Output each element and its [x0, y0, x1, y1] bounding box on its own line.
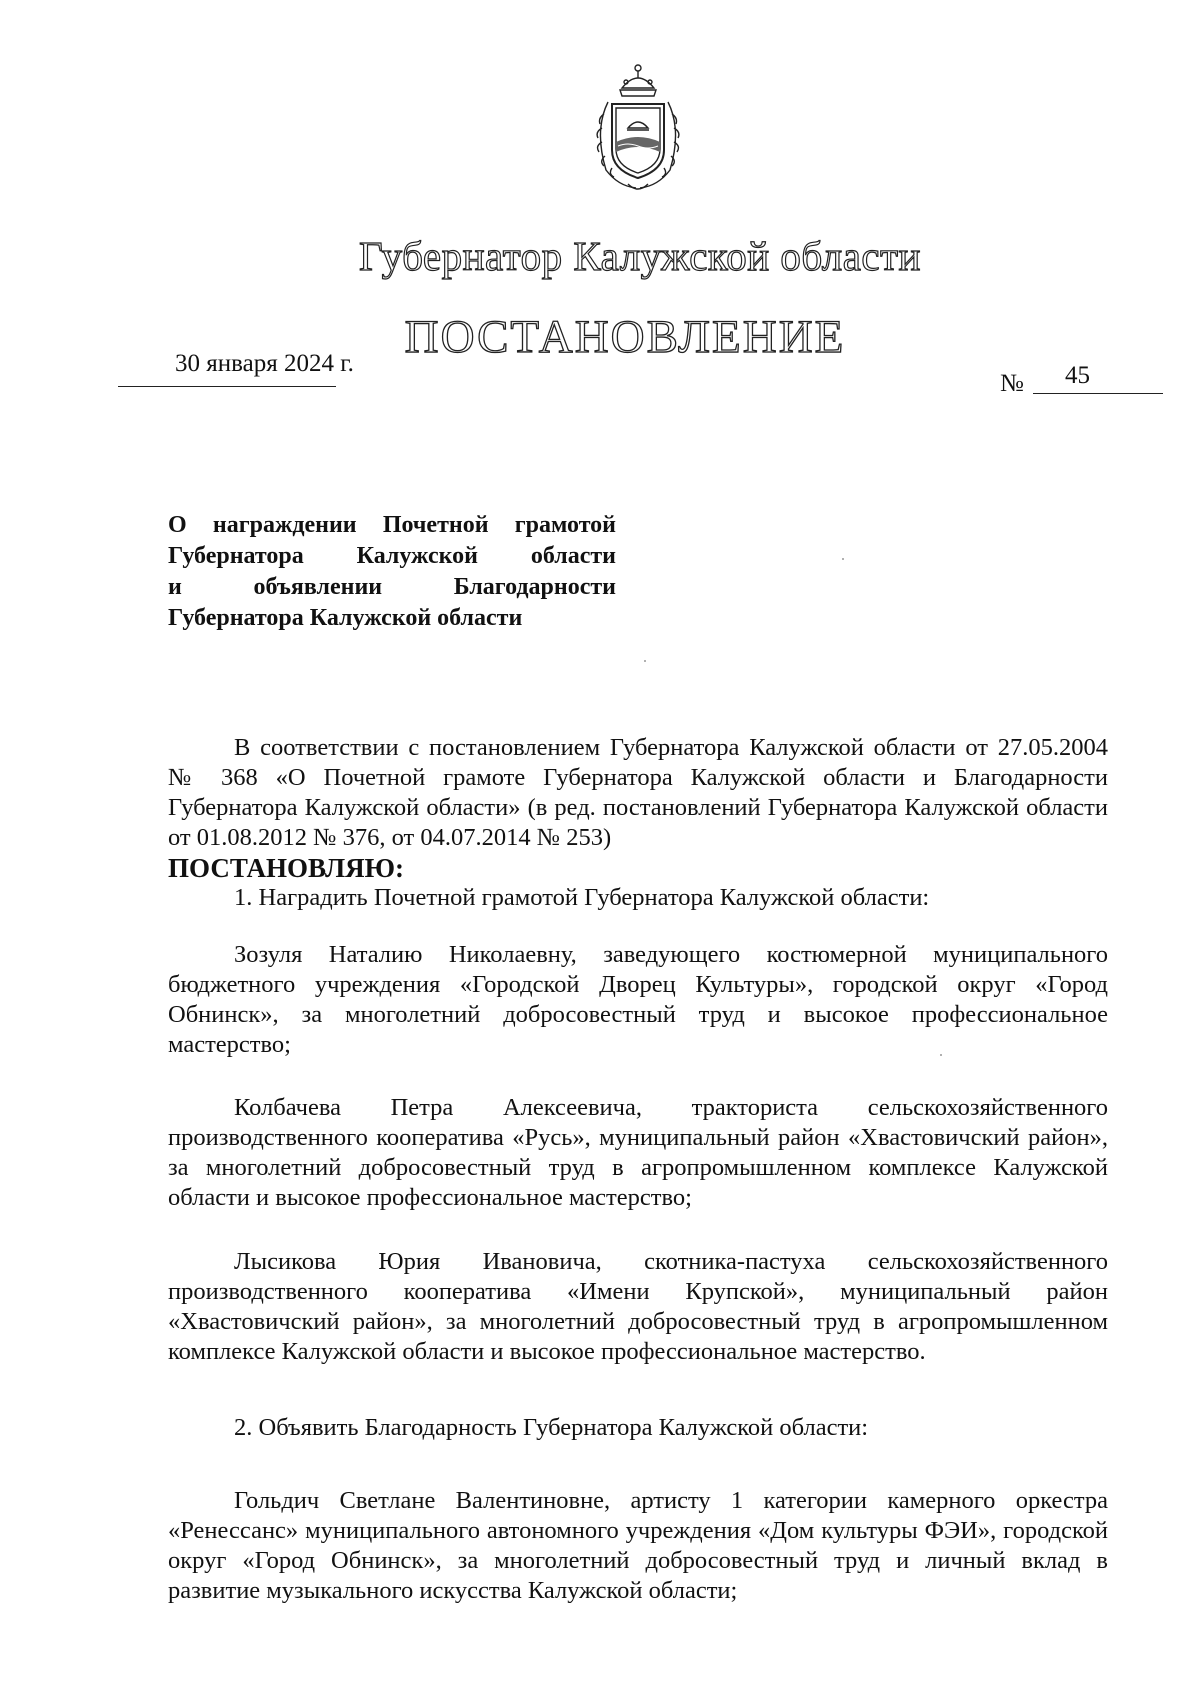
date-underline — [118, 386, 336, 387]
awardee-text: Зозуля Наталию Николаевну, заведующего костюмерной муниципального бюджетного учреждения «Городской Дворец Культуры», городской округ «Город Обнинск», за многолетний добросовестный труд и высокое профессиональное мастерство; — [168, 941, 1108, 1058]
number-label: № — [1000, 370, 1024, 397]
subject-line: Губернатора Калужской области — [168, 605, 523, 631]
thanks-text: Гольдич Светлане Валентиновне, артисту 1 категории камерного оркестра «Ренессанс» муниципального автономного учреждения «Дом культуры ФЭИ», городской округ «Город Обнинск», за многолетний добросовестный труд и личный вклад в развитие музыкального искусства Калужской области; — [168, 1487, 1108, 1604]
scan-speck — [842, 558, 844, 560]
scan-speck — [644, 660, 646, 662]
awardee-text: Лысикова Юрия Ивановича, скотника-пастуха сельскохозяйственного производственного кооператива «Имени Крупской», муниципальный район «Хвастовичский район», за многолетний добросовестный труд в агропромышленном комплексе Калужской области и высокое профессиональное мастерство. — [168, 1248, 1108, 1365]
authority-title: Губернатор Калужской области — [359, 233, 921, 279]
number-underline — [1033, 393, 1163, 394]
document-subject — [168, 510, 616, 634]
document-number: 45 — [1065, 362, 1090, 389]
thanks-paragraph-1 — [168, 1486, 1108, 1606]
awardee-text: Колбачева Петра Алексеевича, тракториста сельскохозяйственного производственного кооператива «Русь», муниципальный район «Хвастовичский район», за многолетний добросовестный труд в агропромышленном комплексе Калужской области и высокое профессиональное мастерство; — [168, 1094, 1108, 1211]
awardee-paragraph-2 — [168, 1093, 1108, 1213]
document-date: 30 января 2024 г. — [175, 350, 354, 377]
item2-heading: 2. Объявить Благодарность Губернатора Калужской области: — [234, 1414, 869, 1441]
item2-block — [168, 1413, 1108, 1443]
item1-heading: 1. Наградить Почетной грамотой Губернатора Калужской области: — [234, 884, 930, 911]
preamble-block — [168, 733, 1108, 913]
subject-line: Губернатора Калужской области — [168, 543, 616, 569]
awardee-paragraph-1 — [168, 940, 1108, 1060]
awardee-paragraph-3 — [168, 1247, 1108, 1367]
subject-line: О награждении Почетной грамотой — [168, 512, 616, 538]
document-type: ПОСТАНОВЛЕНИЕ — [404, 311, 846, 363]
preamble-paragraph: В соответствии с постановлением Губернатора Калужской области от 27.05.2004 № 368 «О Почетной грамоте Губернатора Калужской области и Благодарности Губернатора Калужской области» (в ред. постановлений Губернатора Калужской области от 01.08.2012 № 376, от 04.07.2014 № 253) — [168, 734, 1108, 851]
subject-line: и объявлении Благодарности — [168, 574, 616, 600]
decree-word: ПОСТАНОВЛЯЮ: — [168, 853, 404, 883]
coat-of-arms-icon — [578, 58, 698, 196]
scan-speck — [940, 1054, 942, 1056]
